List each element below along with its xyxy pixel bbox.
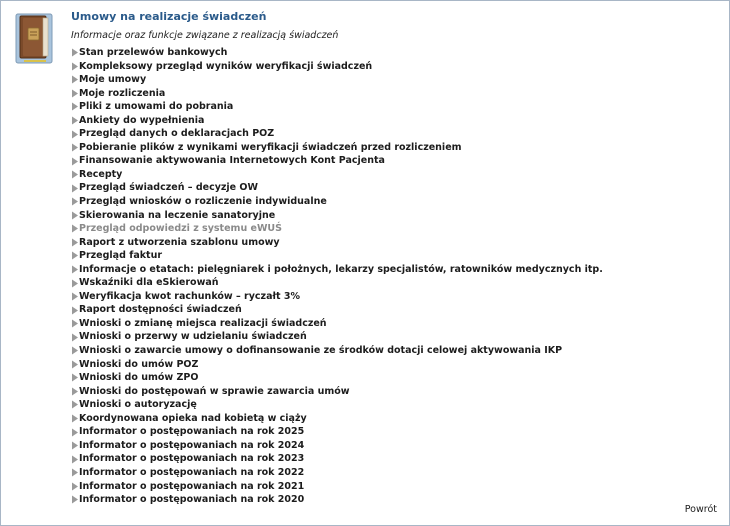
triangle-right-icon xyxy=(71,306,79,315)
triangle-right-icon xyxy=(71,265,79,274)
menu-item[interactable] xyxy=(71,127,719,141)
menu-item[interactable] xyxy=(71,358,719,372)
menu-item[interactable] xyxy=(71,317,719,331)
menu-item-label: Wnioski o zawarcie umowy o dofinansowanie ze środków dotacji celowej aktywowania IKP xyxy=(79,345,563,357)
menu-item-label: Wnioski o przerwy w udzielaniu świadczeń xyxy=(79,331,307,343)
triangle-right-icon xyxy=(71,184,79,193)
menu-item-label: Informator o postępowaniach na rok 2023 xyxy=(79,453,305,465)
triangle-right-icon xyxy=(71,48,79,57)
triangle-right-icon xyxy=(71,455,79,464)
menu-item-label: Wnioski do postępowań w sprawie zawarcia umów xyxy=(79,385,350,397)
triangle-right-icon xyxy=(71,333,79,342)
menu-item[interactable] xyxy=(71,480,719,494)
contract-book-icon xyxy=(15,12,53,64)
menu-item[interactable] xyxy=(71,452,719,466)
menu-item-label: Przegląd świadczeń – decyzje OW xyxy=(79,182,258,194)
menu-item-label: Moje umowy xyxy=(79,74,147,86)
menu-item-label: Skierowania na leczenie sanatoryjne xyxy=(79,209,276,221)
page-title: Umowy na realizacje świadczeń xyxy=(71,10,267,23)
triangle-right-icon xyxy=(71,211,79,220)
menu-item[interactable] xyxy=(71,46,719,60)
main-content xyxy=(71,10,719,507)
menu-item[interactable] xyxy=(71,412,719,426)
menu-item[interactable] xyxy=(71,371,719,385)
menu-item-label: Przegląd faktur xyxy=(79,250,163,262)
menu-item-label: Informator o postępowaniach na rok 2025 xyxy=(79,426,305,438)
triangle-right-icon xyxy=(71,414,79,423)
menu-item-label: Wnioski o autoryzację xyxy=(79,399,197,411)
menu-item-label: Wnioski o zmianę miejsca realizacji świadczeń xyxy=(79,317,327,329)
triangle-right-icon xyxy=(71,468,79,477)
triangle-right-icon xyxy=(71,279,79,288)
function-menu xyxy=(71,46,719,507)
menu-item-label: Raport z utworzenia szablonu umowy xyxy=(79,236,280,248)
menu-item-label: Moje rozliczenia xyxy=(79,87,166,99)
menu-item[interactable] xyxy=(71,493,719,507)
menu-item[interactable] xyxy=(71,385,719,399)
menu-item[interactable] xyxy=(71,73,719,87)
menu-item[interactable] xyxy=(71,195,719,209)
page-subtitle: Informacje oraz funkcje związane z realizacją świadczeń xyxy=(71,30,339,41)
back-link[interactable]: Powrót xyxy=(684,504,717,515)
menu-item[interactable] xyxy=(71,344,719,358)
triangle-right-icon xyxy=(71,346,79,355)
menu-item-label: Wnioski do umów POZ xyxy=(79,358,199,370)
triangle-right-icon xyxy=(71,251,79,260)
menu-item[interactable] xyxy=(71,425,719,439)
menu-item-label: Wnioski do umów ZPO xyxy=(79,372,199,384)
triangle-right-icon xyxy=(71,62,79,71)
menu-item-label: Przegląd danych o deklaracjach POZ xyxy=(79,128,275,140)
triangle-right-icon xyxy=(71,102,79,111)
menu-item[interactable] xyxy=(71,114,719,128)
menu-item-label: Pliki z umowami do pobrania xyxy=(79,101,234,113)
triangle-right-icon xyxy=(71,224,79,233)
menu-item-label: Recepty xyxy=(79,168,123,180)
menu-item[interactable] xyxy=(71,276,719,290)
triangle-right-icon xyxy=(71,89,79,98)
triangle-right-icon xyxy=(71,400,79,409)
menu-item[interactable] xyxy=(71,330,719,344)
triangle-right-icon xyxy=(71,143,79,152)
menu-item[interactable] xyxy=(71,236,719,250)
menu-item[interactable] xyxy=(71,60,719,74)
triangle-right-icon xyxy=(71,116,79,125)
triangle-right-icon xyxy=(71,495,79,504)
triangle-right-icon xyxy=(71,360,79,369)
menu-item[interactable] xyxy=(71,100,719,114)
triangle-right-icon xyxy=(71,387,79,396)
menu-item-label: Pobieranie plików z wynikami weryfikacji świadczeń przed rozliczeniem xyxy=(79,141,462,153)
triangle-right-icon xyxy=(71,319,79,328)
menu-item[interactable] xyxy=(71,303,719,317)
triangle-right-icon xyxy=(71,482,79,491)
triangle-right-icon xyxy=(71,170,79,179)
menu-item[interactable] xyxy=(71,249,719,263)
menu-item[interactable] xyxy=(71,168,719,182)
menu-item-label: Stan przelewów bankowych xyxy=(79,47,228,58)
triangle-right-icon xyxy=(71,130,79,139)
menu-item[interactable] xyxy=(71,439,719,453)
menu-item-label: Informator o postępowaniach na rok 2022 xyxy=(79,466,305,478)
menu-item-label: Informator o postępowaniach na rok 2024 xyxy=(79,439,305,451)
menu-item[interactable] xyxy=(71,87,719,101)
triangle-right-icon xyxy=(71,292,79,301)
triangle-right-icon xyxy=(71,373,79,382)
menu-item-label: Informator o postępowaniach na rok 2021 xyxy=(79,480,305,492)
menu-item[interactable] xyxy=(71,263,719,277)
menu-item-label: Weryfikacja kwot rachunków – ryczałt 3% xyxy=(79,290,301,302)
menu-item-label: Ankiety do wypełnienia xyxy=(79,114,205,126)
triangle-right-icon xyxy=(71,441,79,450)
menu-item-label: Finansowanie aktywowania Internetowych Kont Pacjenta xyxy=(79,155,385,167)
triangle-right-icon xyxy=(71,238,79,247)
menu-item-label: Raport dostępności świadczeń xyxy=(79,304,242,316)
menu-item-label: Przegląd odpowiedzi z systemu eWUŚ xyxy=(79,223,282,235)
menu-item[interactable] xyxy=(71,398,719,412)
menu-item[interactable] xyxy=(71,290,719,304)
menu-item-label: Przegląd wniosków o rozliczenie indywidualne xyxy=(79,196,327,208)
triangle-right-icon xyxy=(71,157,79,166)
menu-item-label: Wskaźniki dla eSkierowań xyxy=(79,277,219,289)
menu-item[interactable] xyxy=(71,209,719,223)
menu-item[interactable] xyxy=(71,181,719,195)
menu-item-label: Kompleksowy przegląd wyników weryfikacji świadczeń xyxy=(79,60,373,72)
menu-item xyxy=(71,222,719,236)
menu-item-label: Informacje o etatach: pielęgniarek i położnych, lekarzy specjalistów, ratowników medycznych itp. xyxy=(79,263,603,275)
triangle-right-icon xyxy=(71,428,79,437)
menu-item[interactable] xyxy=(71,141,719,155)
menu-item[interactable] xyxy=(71,154,719,168)
menu-item[interactable] xyxy=(71,466,719,480)
triangle-right-icon xyxy=(71,75,79,84)
menu-item-label: Koordynowana opieka nad kobietą w ciąży xyxy=(79,412,307,424)
menu-item-label: Informator o postępowaniach na rok 2020 xyxy=(79,494,305,506)
triangle-right-icon xyxy=(71,197,79,206)
